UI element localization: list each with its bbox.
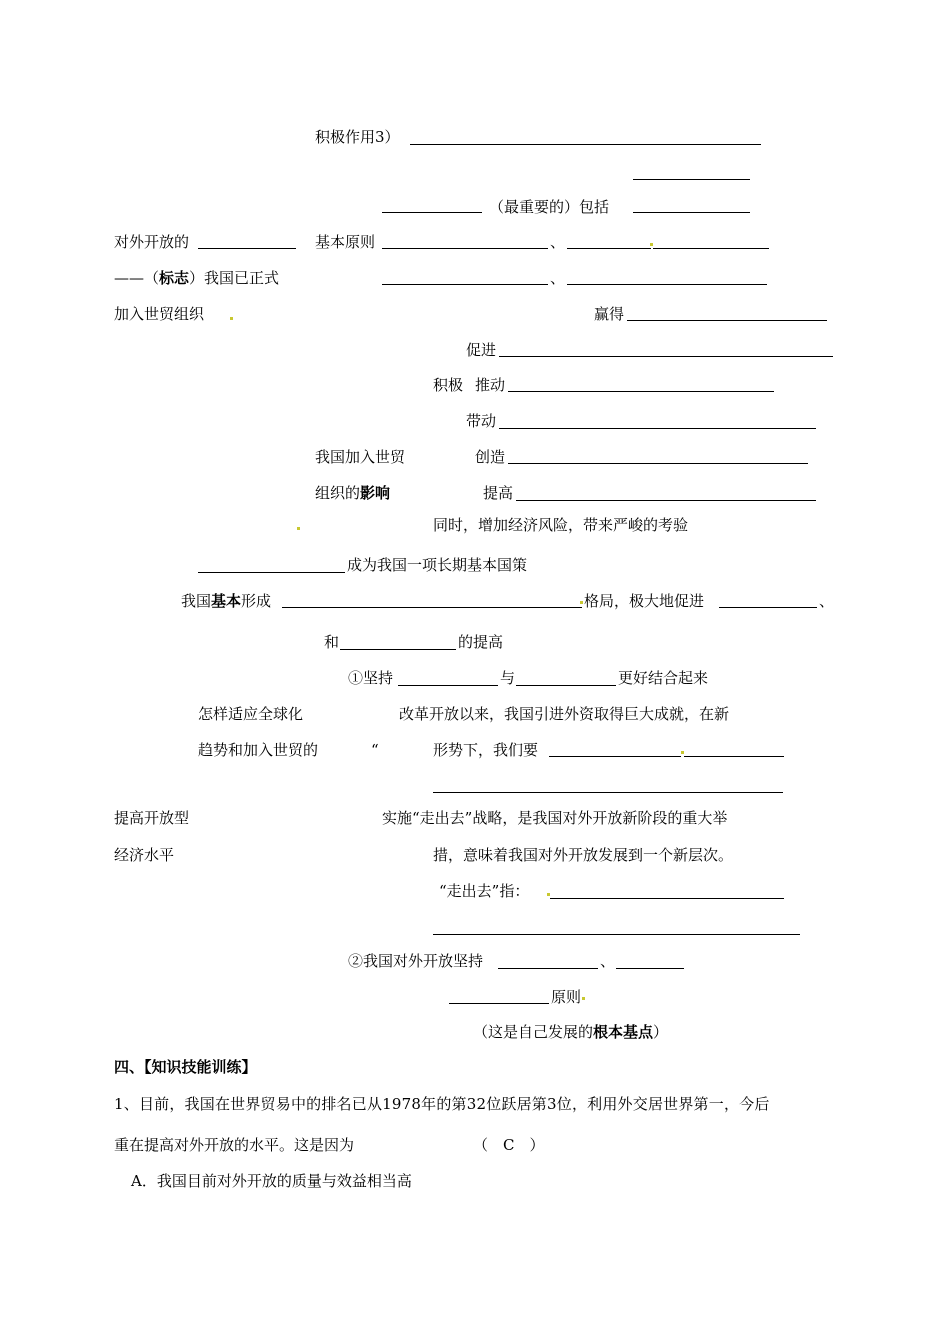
promote-label: 促进 bbox=[466, 341, 497, 359]
blank-line[interactable] bbox=[198, 248, 296, 249]
join-wto-label: 加入世贸组织 bbox=[114, 305, 205, 323]
blank-line[interactable] bbox=[550, 898, 784, 899]
speck-mark bbox=[650, 243, 653, 246]
quote-mark: “ bbox=[371, 741, 379, 759]
blank-line[interactable] bbox=[382, 248, 548, 249]
separator: 、 bbox=[550, 233, 566, 251]
blank-line[interactable] bbox=[433, 792, 783, 793]
situation-text: 形势下，我们要 bbox=[433, 741, 539, 759]
symbol-line: ——（标志）我国已正式 bbox=[114, 269, 280, 287]
blank-line[interactable] bbox=[198, 572, 345, 573]
foundation-note: （这是自己发展的根本基点） bbox=[473, 1023, 669, 1041]
answer-bracket: （ C ） bbox=[473, 1136, 545, 1154]
blank-line[interactable] bbox=[508, 391, 774, 392]
blank-line[interactable] bbox=[382, 284, 548, 285]
blank-line[interactable] bbox=[410, 144, 761, 145]
economy-level-label: 经济水平 bbox=[114, 846, 175, 864]
blank-line[interactable] bbox=[449, 1003, 549, 1004]
speck-mark bbox=[582, 997, 585, 1000]
blank-line[interactable] bbox=[398, 685, 498, 686]
new-level-text: 措，意味着我国对外开放发展到一个新层次。 bbox=[433, 846, 734, 864]
question-1-line-2: 重在提高对外开放的水平。这是因为 bbox=[114, 1136, 355, 1154]
trend-label: 趋势和加入世贸的 bbox=[198, 741, 319, 759]
item-positive-role-3: 积极作用3） bbox=[315, 128, 400, 146]
blank-line[interactable] bbox=[684, 756, 784, 757]
blank-line[interactable] bbox=[382, 212, 482, 213]
blank-line[interactable] bbox=[653, 248, 769, 249]
blank-line[interactable] bbox=[627, 320, 827, 321]
blank-line[interactable] bbox=[633, 212, 750, 213]
blank-line[interactable] bbox=[567, 248, 651, 249]
blank-line[interactable] bbox=[340, 649, 456, 650]
combine-label: 更好结合起来 bbox=[618, 669, 709, 687]
separator: 、 bbox=[550, 269, 566, 287]
speck-mark bbox=[547, 893, 550, 896]
actively-label: 积极 bbox=[433, 376, 464, 394]
option-a[interactable]: A．我国目前对外开放的质量与效益相当高 bbox=[131, 1172, 412, 1190]
blank-line[interactable] bbox=[516, 500, 816, 501]
win-label: 赢得 bbox=[594, 305, 625, 323]
improvement-label: 的提高 bbox=[458, 633, 504, 651]
pattern-promote-text: 格局，极大地促进 bbox=[584, 592, 705, 610]
most-important-label: （最重要的）包括 bbox=[489, 198, 610, 216]
persist-label: ①坚持 bbox=[348, 669, 394, 687]
speck-mark bbox=[297, 527, 300, 530]
blank-line[interactable] bbox=[633, 179, 750, 180]
improve-open-economy-label: 提高开放型 bbox=[114, 809, 190, 827]
blank-line[interactable] bbox=[719, 607, 817, 608]
blank-line[interactable] bbox=[498, 968, 598, 969]
separator: 、 bbox=[600, 952, 616, 970]
basic-policy-text: 成为我国一项长期基本国策 bbox=[347, 556, 528, 574]
blank-line[interactable] bbox=[567, 284, 767, 285]
section-heading: 四、【知识技能训练】 bbox=[114, 1058, 257, 1076]
pattern-text: 我国基本形成 bbox=[181, 592, 272, 610]
impact-label: 组织的影响 bbox=[315, 484, 391, 502]
and-label: 和 bbox=[324, 633, 340, 651]
separator: 、 bbox=[819, 592, 835, 610]
blank-line[interactable] bbox=[282, 607, 582, 608]
principle-label: 原则 bbox=[551, 988, 582, 1006]
drive-label: 带动 bbox=[466, 412, 497, 430]
china-join-wto-label: 我国加入世贸 bbox=[315, 448, 406, 466]
speck-mark bbox=[580, 601, 583, 604]
opening-up-label: 对外开放的 bbox=[114, 233, 190, 251]
blank-line[interactable] bbox=[433, 934, 800, 935]
push-label: 推动 bbox=[475, 376, 506, 394]
basic-principles-label: 基本原则 bbox=[315, 233, 376, 251]
question-1-line-1: 1、目前，我国在世界贸易中的排名已从1978年的第32位跃居第3位，利用外交居世界第一，今后 bbox=[114, 1095, 770, 1113]
blank-line[interactable] bbox=[499, 356, 833, 357]
speck-mark bbox=[681, 751, 684, 754]
go-global-def-label: “走出去”指： bbox=[439, 882, 530, 900]
adapt-globalization-label: 怎样适应全球化 bbox=[198, 705, 304, 723]
blank-line[interactable] bbox=[499, 428, 816, 429]
improve-label: 提高 bbox=[483, 484, 514, 502]
risk-text: 同时，增加经济风险，带来严峻的考验 bbox=[433, 516, 689, 534]
blank-line[interactable] bbox=[508, 463, 808, 464]
adhere-label: ②我国对外开放坚持 bbox=[348, 952, 484, 970]
blank-line[interactable] bbox=[516, 685, 616, 686]
blank-line[interactable] bbox=[616, 968, 684, 969]
go-global-strategy-text: 实施“走出去”战略，是我国对外开放新阶段的重大举 bbox=[382, 809, 728, 827]
foreign-capital-text: 改革开放以来，我国引进外资取得巨大成就，在新 bbox=[399, 705, 730, 723]
blank-line[interactable] bbox=[549, 756, 681, 757]
create-label: 创造 bbox=[475, 448, 506, 466]
with-label: 与 bbox=[500, 669, 516, 687]
speck-mark bbox=[230, 317, 233, 320]
